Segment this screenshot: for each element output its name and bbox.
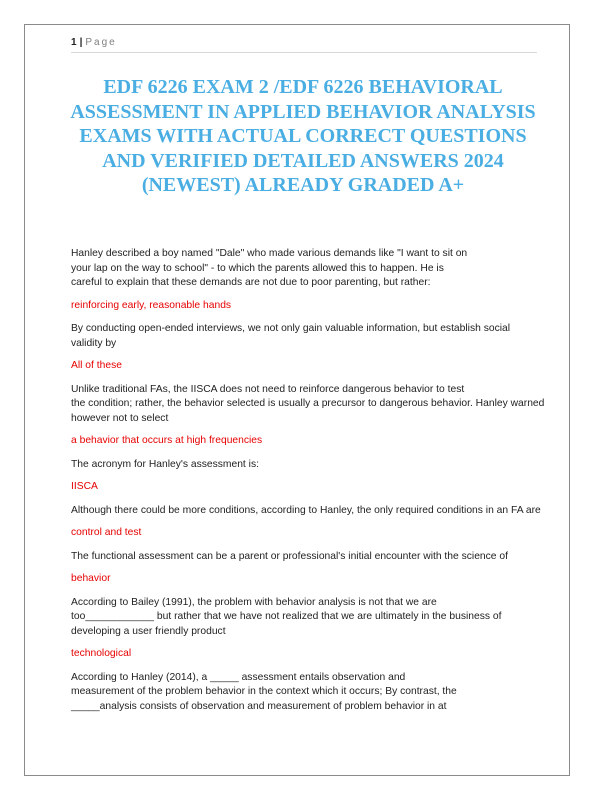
question-line: developing a user friendly product: [71, 625, 226, 637]
page-separator: |: [79, 37, 83, 48]
answer-text: control and test: [71, 527, 142, 538]
answer-text: technological: [71, 648, 132, 659]
question-text: [71, 247, 537, 291]
page-number: 1: [71, 37, 77, 48]
page-label: Page: [85, 37, 117, 48]
answer-text: a behavior that occurs at high frequencies: [71, 435, 263, 446]
question-line: The acronym for Hanley's assessment is:: [71, 458, 259, 470]
question-text: [71, 383, 545, 427]
question-line: According to Hanley (2014), a _____ assessment entails observation and: [71, 671, 406, 683]
question-text: [71, 550, 537, 565]
question-line: _____analysis consists of observation and measurement of problem behavior in at: [71, 700, 447, 712]
answer-text: behavior: [71, 573, 111, 584]
page-header: [71, 36, 537, 53]
document-title: EDF 6226 EXAM 2 /EDF 6226 BEHAVIORAL ASSESSMENT IN APPLIED BEHAVIOR ANALYSIS EXAMS WITH ACTUAL CORRECT QUESTIONS AND VERIFIED DETAILED ANSWERS 2024 (NEWEST) ALREADY GRADED A+: [70, 76, 536, 196]
question-text: [71, 671, 537, 715]
question-line: validity by: [71, 337, 117, 349]
question-line: however not to select: [71, 412, 169, 424]
question-text: [71, 504, 541, 519]
question-line: too____________ but rather that we have not realized that we are ultimately in the business of: [71, 611, 502, 622]
question-line: Although there could be more conditions, according to Hanley, the only required conditions in an FA are: [71, 504, 541, 516]
question-line: your lap on the way to school" - to which the parents allowed this to happen. He is: [71, 262, 444, 274]
question-text: [71, 458, 537, 473]
question-text: [71, 322, 537, 351]
question-line: By conducting open-ended interviews, we not only gain valuable information, but establish social: [71, 323, 511, 334]
answer-text: reinforcing early, reasonable hands: [71, 299, 232, 311]
question-line: careful to explain that these demands are not due to poor parenting, but rather:: [71, 277, 431, 288]
question-text: [71, 596, 537, 640]
answer-text: All of these: [71, 360, 122, 371]
question-line: measurement of the problem behavior in the context which it occurs; By contrast, the: [71, 686, 457, 697]
question-line: Hanley described a boy named "Dale" who made various demands like "I want to sit on: [71, 248, 468, 259]
question-line: The functional assessment can be a parent or professional's initial encounter with the science of: [71, 550, 508, 562]
answer-text: IISCA: [71, 481, 98, 492]
question-line: Unlike traditional FAs, the IISCA does not need to reinforce dangerous behavior to test: [71, 383, 465, 395]
question-line: According to Bailey (1991), the problem with behavior analysis is not that we are: [71, 596, 437, 608]
question-line: the condition; rather, the behavior selected is usually a precursor to dangerous behavior. Hanley warned: [71, 398, 545, 409]
qa-list: [71, 247, 545, 714]
